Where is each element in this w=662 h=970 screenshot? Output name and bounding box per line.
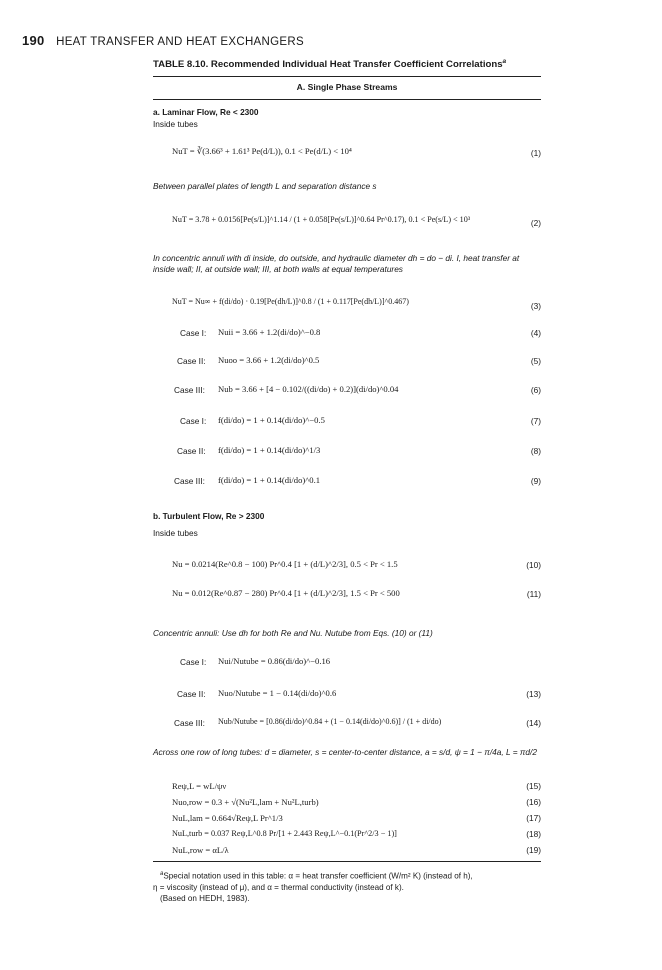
footnote-line-2: η = viscosity (instead of μ), and α = thermal conductivity (instead of k). [153, 882, 404, 892]
table-rule-bottom [153, 861, 541, 862]
footnote-mark: a [160, 871, 164, 877]
equation-19: NuL,row = αL/λ [172, 845, 229, 855]
equation-15: Reψ,L = wL/ψν [172, 781, 227, 791]
across-tubes-text: Across one row of long tubes: d = diameter, s = center-to-center distance, a = s/d, ψ = 1 − π/4a, L = πd/2 [153, 747, 537, 757]
equation-7-label: Case I: [180, 416, 207, 426]
equation-10-number: (10) [526, 560, 541, 570]
equation-8: f(di/do) = 1 + 0.14(di/do)^1/3 [218, 445, 321, 455]
page-header [22, 33, 304, 48]
equation-13-label: Case II: [177, 689, 206, 699]
table-title: TABLE 8.10. Recommended Individual Heat Transfer Coefficient Correlations$^a$ [153, 58, 507, 71]
equation-2-number: (2) [530, 218, 541, 228]
equation-18-number: (18) [526, 829, 541, 839]
footnote [153, 869, 544, 904]
annuli-text: In concentric annuli with di inside, do outside, and hydraulic diameter dh = do − di. I, heat transfer at inside wall; II, at outside wall; III, at both walls at equal temperatures [153, 253, 520, 274]
equation-6: Nub = 3.66 + [4 − 0.102/((di/do) + 0.2)](di/do)^0.04 [218, 384, 399, 394]
turbulent-heading: b. Turbulent Flow, Re > 2300 [153, 511, 265, 521]
footnote-line-1: $^a$Special notation used in this table: α = heat transfer coefficient (W/m² K) (instead of h), [160, 871, 473, 881]
table-rule-top [153, 76, 541, 77]
equation-5-label: Case II: [177, 356, 206, 366]
equation-1-number: (1) [530, 148, 541, 158]
equation-9-label: Case III: [174, 476, 205, 486]
equation-4-number: (4) [530, 328, 541, 338]
equation-7: f(di/do) = 1 + 0.14(di/do)^−0.5 [218, 415, 325, 425]
page-number: 190 [22, 33, 45, 48]
equation-16: Nuo,row = 0.3 + √(Nu²L,lam + Nu²L,turb) [172, 797, 319, 807]
equation-13-number: (13) [526, 689, 541, 699]
equation-14: Nub/Nutube = [0.86(di/do)^0.84 + (1 − 0.14(di/do)^0.6)] / (1 + di/do) [218, 717, 442, 726]
parallel-plates-text: Between parallel plates of length L and separation distance s [153, 181, 377, 191]
equation-8-number: (8) [530, 446, 541, 456]
footnote-line-3: (Based on HEDH, 1983). [160, 893, 250, 903]
section-a-rule [153, 99, 541, 100]
equation-4-label: Case I: [180, 328, 207, 338]
equation-14-number: (14) [526, 718, 541, 728]
equation-14-label: Case III: [174, 718, 205, 728]
equation-10: Nu = 0.0214(Re^0.8 − 100) Pr^0.4 [1 + (d/L)^2/3], 0.5 < Pr < 1.5 [172, 559, 398, 569]
equation-12-label: Case I: [180, 657, 207, 667]
equation-3: NuT = Nu∞ + f(di/do) · 0.19[Pe(dh/L)]^0.8 / (1 + 0.117[Pe(dh/L)]^0.467) [172, 297, 409, 306]
equation-4: Nuii = 3.66 + 1.2(di/do)^−0.8 [218, 327, 321, 337]
equation-5: Nuoo = 3.66 + 1.2(di/do)^0.5 [218, 355, 320, 365]
turbulent-inside-tubes: Inside tubes [153, 528, 198, 538]
equation-6-label: Case III: [174, 385, 205, 395]
equation-2: NuT = 3.78 + 0.0156[Pe(s/L)]^1.14 / (1 + 0.058[Pe(s/L)]^0.64 Pr^0.17), 0.1 < Pe(s/L) < 10³ [172, 215, 471, 224]
equation-17: NuL,lam = 0.664√Reψ,L Pr^1/3 [172, 813, 283, 823]
equation-16-number: (16) [526, 797, 541, 807]
equation-7-number: (7) [530, 416, 541, 426]
section-a-heading: A. Single Phase Streams [296, 82, 398, 92]
equation-19-number: (19) [526, 845, 541, 855]
equation-11: Nu = 0.012(Re^0.87 − 280) Pr^0.4 [1 + (d/L)^2/3], 1.5 < Pr < 500 [172, 588, 400, 598]
equation-9: f(di/do) = 1 + 0.14(di/do)^0.1 [218, 475, 321, 485]
turbulent-annuli-text: Concentric annuli: Use dh for both Re and Nu. Nutube from Eqs. (10) or (11) [153, 628, 433, 638]
equation-15-number: (15) [526, 781, 541, 791]
table-title-footnote-mark: a [502, 58, 507, 65]
laminar-heading: a. Laminar Flow, Re < 2300 [153, 107, 259, 117]
laminar-inside-tubes: Inside tubes [153, 119, 198, 129]
equation-5-number: (5) [530, 356, 541, 366]
equation-6-number: (6) [530, 385, 541, 395]
equation-3-number: (3) [530, 301, 541, 311]
equation-8-label: Case II: [177, 446, 206, 456]
equation-17-number: (17) [526, 813, 541, 823]
equation-12: Nui/Nutube = 0.86(di/do)^−0.16 [218, 656, 331, 666]
equation-13: Nuo/Nutube = 1 − 0.14(di/do)^0.6 [218, 688, 337, 698]
running-title: HEAT TRANSFER AND HEAT EXCHANGERS [56, 36, 304, 48]
equation-9-number: (9) [530, 476, 541, 486]
equation-1: NuT = ∛(3.66³ + 1.61³ Pe(d/L)), 0.1 < Pe(d/L) < 10⁴ [172, 146, 352, 156]
equation-18: NuL,turb = 0.037 Reψ,L^0.8 Pr/[1 + 2.443 Reψ,L^−0.1(Pr^2/3 − 1)] [172, 829, 397, 838]
equation-11-number: (11) [526, 589, 541, 599]
